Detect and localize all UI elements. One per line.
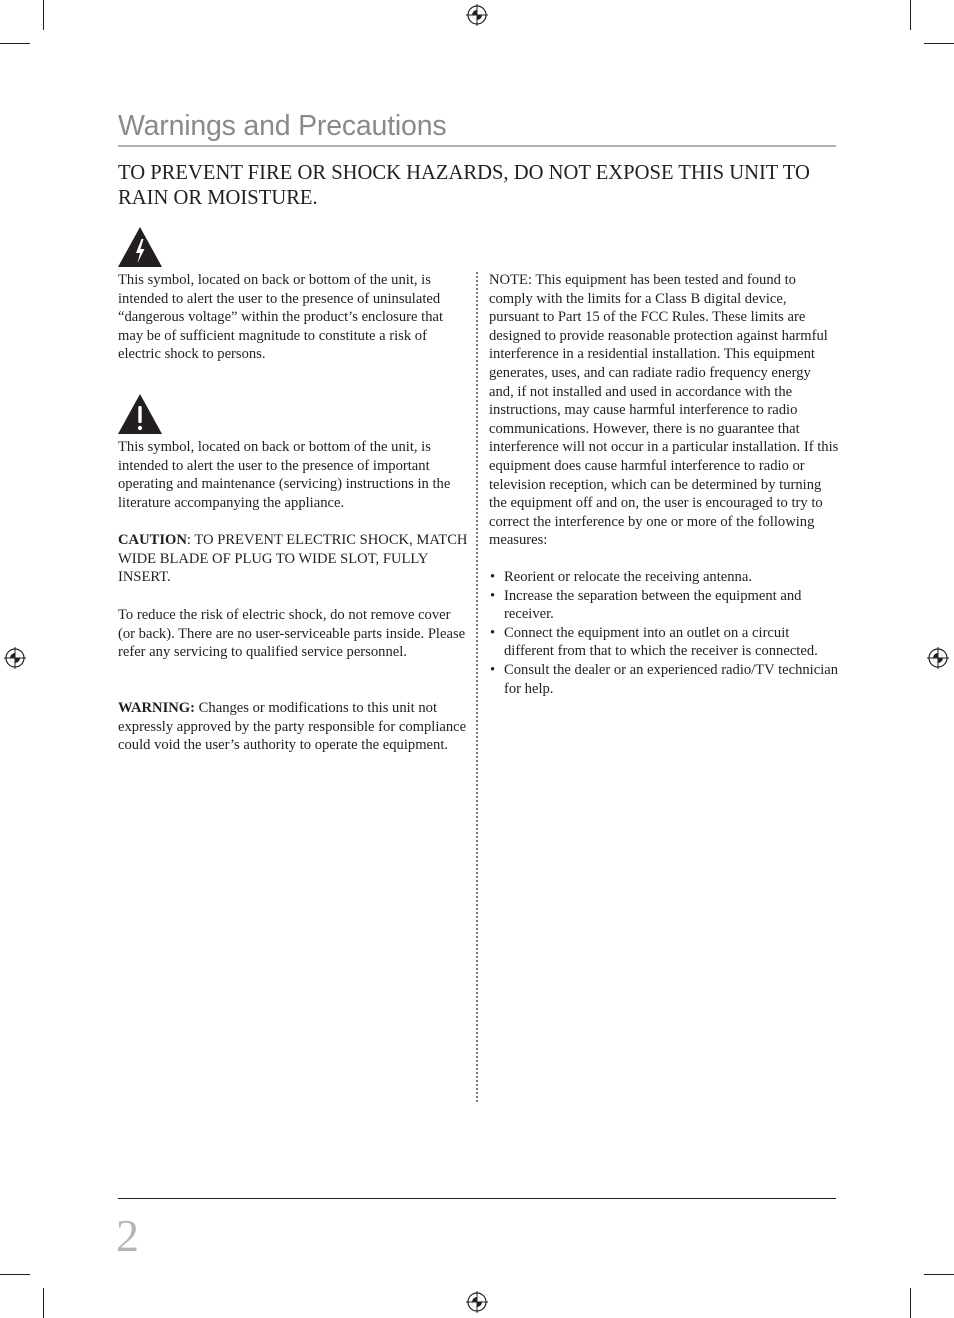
fire-shock-headline: TO PREVENT FIRE OR SHOCK HAZARDS, DO NOT EXPOSE THIS UNIT TO RAIN OR MOISTURE. [118, 162, 810, 209]
shock-block [118, 606, 468, 662]
list-item [489, 624, 839, 661]
page-title: Warnings and Precautions [118, 110, 447, 142]
warning-lightning-triangle-icon [117, 226, 163, 268]
list-item [489, 568, 839, 587]
measures-list [489, 568, 839, 698]
bullet: • [490, 661, 496, 678]
shock-paragraph: To reduce the risk of electric shock, do not remove cover (or back). There are no user-serviceable parts inside. Please refer any servicing to qualified service personnel. [118, 607, 466, 661]
warning-label: WARNING: [118, 700, 196, 716]
list-item [489, 587, 839, 624]
crop-mark [0, 43, 30, 44]
caution-label: CAUTION [118, 532, 187, 548]
page-number: 2 [116, 1210, 139, 1261]
measure-text: Consult the dealer or an experienced radio/TV technician for help. [504, 661, 839, 697]
footer-rule [118, 1198, 836, 1199]
bullet: • [490, 569, 496, 585]
list-item [489, 661, 839, 698]
column-divider [476, 272, 478, 1102]
fcc-note-block [489, 271, 839, 550]
warning-paragraph [118, 699, 468, 755]
measure-text: Connect the equipment into an outlet on a circuit different from that to which the receiver is connected. [504, 624, 818, 660]
registration-mark-icon [465, 1290, 489, 1314]
caution-block [118, 531, 468, 587]
caution-paragraph [118, 531, 468, 587]
lightning-symbol-text: This symbol, located on back or bottom of the unit, is intended to alert the user to the presence of uninsulated “dangerous voltage” within the product’s enclosure that may be of sufficient magnitude to constitute a risk of electric shock to persons. [118, 272, 444, 363]
bullet: • [490, 624, 496, 641]
caution-text: : TO PREVENT ELECTRIC SHOCK, MATCH WIDE BLADE OF PLUG TO WIDE SLOT, FULLY INSERT. [118, 532, 468, 586]
registration-mark-icon [465, 3, 489, 27]
crop-mark [43, 0, 44, 30]
warning-text: Changes or modifications to this unit not expressly approved by the party responsible for compliance could void the user’s authority to operate the equipment. [118, 700, 467, 754]
warning-block [118, 699, 468, 755]
bullet: • [490, 587, 496, 604]
lightning-symbol-description [118, 271, 468, 364]
exclamation-symbol-description [118, 438, 468, 512]
measures-block [489, 568, 839, 698]
crop-mark [924, 43, 954, 44]
crop-mark [0, 1274, 30, 1275]
crop-mark [924, 1274, 954, 1275]
title-rule [118, 145, 836, 147]
measure-text: Increase the separation between the equipment and receiver. [504, 587, 802, 623]
fcc-note-paragraph: NOTE: This equipment has been tested and found to comply with the limits for a Class B digital device, pursuant to Part 15 of the FCC Rules. These limits are designed to provide reasonable protection against harmful interference in a residential installation. This equipment generates, uses, and can radiate radio frequency energy and, if not installed and used in accordance with the instructions, may cause harmful interference to radio communications. However, there is no guarantee that interference will not occur in a particular installation. If this equipment does cause harmful interference to radio or television reception, which can be determined by turning the equipment off and on, the user is encouraged to try to correct the interference by one or more of the following measures: [489, 272, 839, 549]
crop-mark [43, 1288, 44, 1318]
warning-exclamation-triangle-icon [117, 393, 163, 435]
exclamation-symbol-text: This symbol, located on back or bottom of the unit, is intended to alert the user to the presence of important operating and maintenance (servicing) instructions in the literature accompanying the appliance. [118, 439, 451, 511]
crop-mark [910, 0, 911, 30]
registration-mark-icon [3, 646, 27, 670]
measure-text: Reorient or relocate the receiving antenna. [504, 569, 752, 585]
registration-mark-icon [926, 646, 950, 670]
crop-mark [910, 1288, 911, 1318]
